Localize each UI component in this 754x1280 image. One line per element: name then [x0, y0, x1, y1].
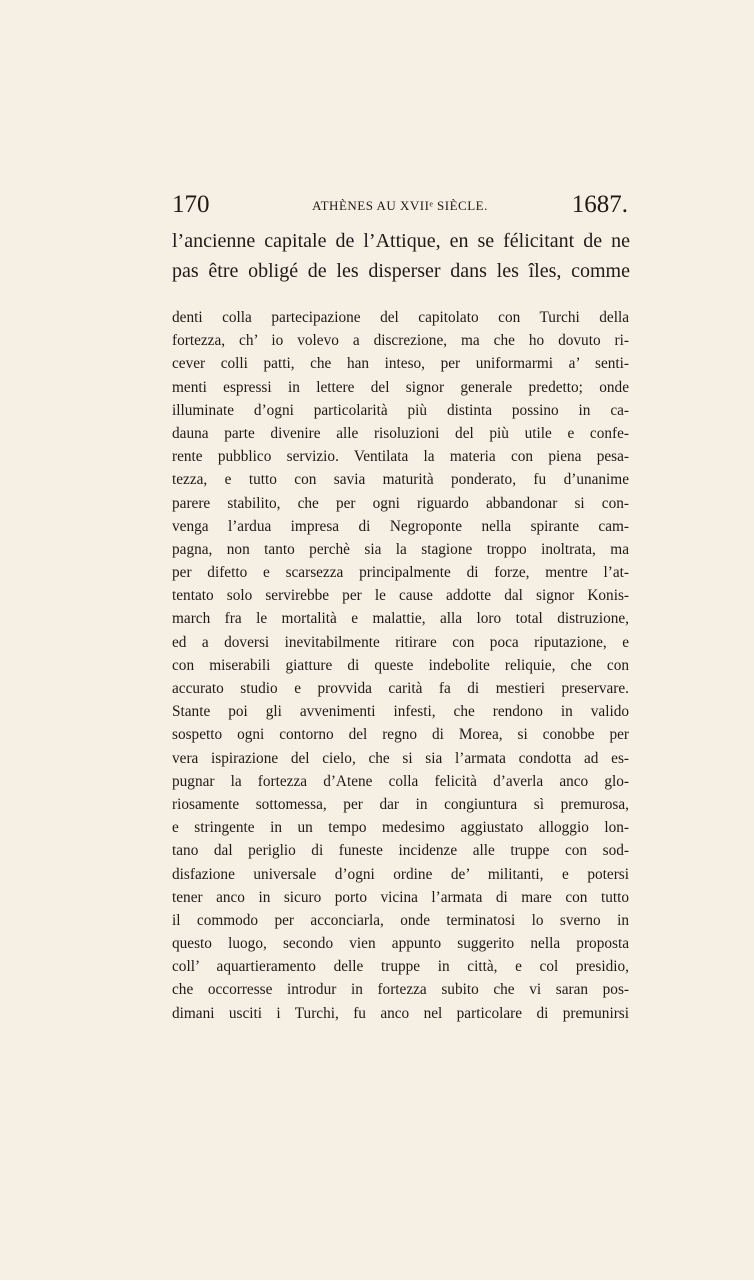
italian-quoted-text	[172, 306, 629, 1025]
text-line: illuminate d’ogni particolarità più distinta possino in ca-	[172, 401, 629, 419]
french-lead-text	[172, 226, 630, 286]
text-line: che occorresse introdur in fortezza subito che vi saran pos-	[172, 981, 629, 999]
text-line: tezza, e tutto con savia maturità ponderato, fu d’unanime	[172, 471, 629, 489]
text-line: vera ispirazione del cielo, che si sia l’armata condotta ad es-	[172, 749, 629, 767]
page-number: 170	[172, 191, 210, 218]
text-line: denti colla partecipazione del capitolato con Turchi della	[172, 309, 629, 326]
text-line: con miserabili giatture di queste indebolite reliquie, che con	[172, 656, 629, 674]
text-line: pagna, non tanto perchè sia la stagione troppo inoltrata, ma	[172, 540, 629, 558]
text-line: sospetto ogni contorno del regno di Morea, si conobbe per	[172, 726, 629, 744]
text-line: fortezza, ch’ io volevo a discrezione, ma che ho dovuto ri-	[172, 332, 629, 350]
text-line: dauna parte divenire alle risoluzioni del più utile e confe-	[172, 424, 629, 442]
text-line: march fra le mortalità e malattie, alla loro total distruzione,	[172, 610, 629, 628]
text-line: e stringente in un tempo medesimo aggiustato alloggio lon-	[172, 819, 629, 837]
text-line: tentato solo servirebbe per le cause addotte dal signor Konis-	[172, 587, 629, 605]
text-line: accurato studio e provvida carità fa di mestieri preservare.	[172, 680, 629, 697]
page-year: 1687.	[571, 191, 628, 218]
text-line: riosamente sottomessa, per dar in congiuntura sì premurosa,	[172, 795, 629, 813]
text-line: rente pubblico servizio. Ventilata la materia con piena pesa-	[172, 448, 629, 466]
lead-line: l’ancienne capitale de l’Attique, en se félicitant de ne	[172, 230, 630, 252]
text-line: per difetto e scarsezza principalmente di forze, mentre l’at-	[172, 564, 629, 582]
text-line: il commodo per acconciarla, onde terminatosi lo sverno in	[172, 911, 629, 929]
text-line: questo luogo, secondo vien appunto suggerito nella proposta	[172, 935, 629, 953]
text-line: parere stabilito, che per ogni riguardo abbandonar si con-	[172, 494, 629, 512]
text-line: cever colli patti, che han inteso, per uniformarmi a’ senti-	[172, 355, 629, 373]
text-line: menti espressi in lettere del signor generale predetto; onde	[172, 378, 629, 396]
text-line: Stante poi gli avvenimenti infesti, che rendono in valido	[172, 703, 629, 721]
page-header	[172, 190, 628, 224]
text-line: tener anco in sicuro porto vicina l’armata di mare con tutto	[172, 888, 629, 906]
text-line: coll’ aquartieramento delle truppe in città, e col presidio,	[172, 958, 629, 976]
text-line: venga l’ardua impresa di Negroponte nella spirante cam-	[172, 517, 629, 535]
text-line: ed a doversi inevitabilmente ritirare con poca riputazione, e	[172, 633, 629, 651]
text-line: tano dal periglio di funeste incidenze alle truppe con sod-	[172, 842, 629, 860]
text-line: disfazione universale d’ogni ordine de’ militanti, e potersi	[172, 865, 629, 883]
lead-line: pas être obligé de les disperser dans les îles, comme	[172, 260, 630, 282]
text-line: dimani usciti i Turchi, fu anco nel particolare di premunirsi	[172, 1004, 629, 1022]
running-title: ATHÈNES AU XVIIᵉ SIÈCLE.	[312, 198, 488, 213]
text-line: pugnar la fortezza d’Atene colla felicità d’averla anco glo-	[172, 772, 629, 790]
